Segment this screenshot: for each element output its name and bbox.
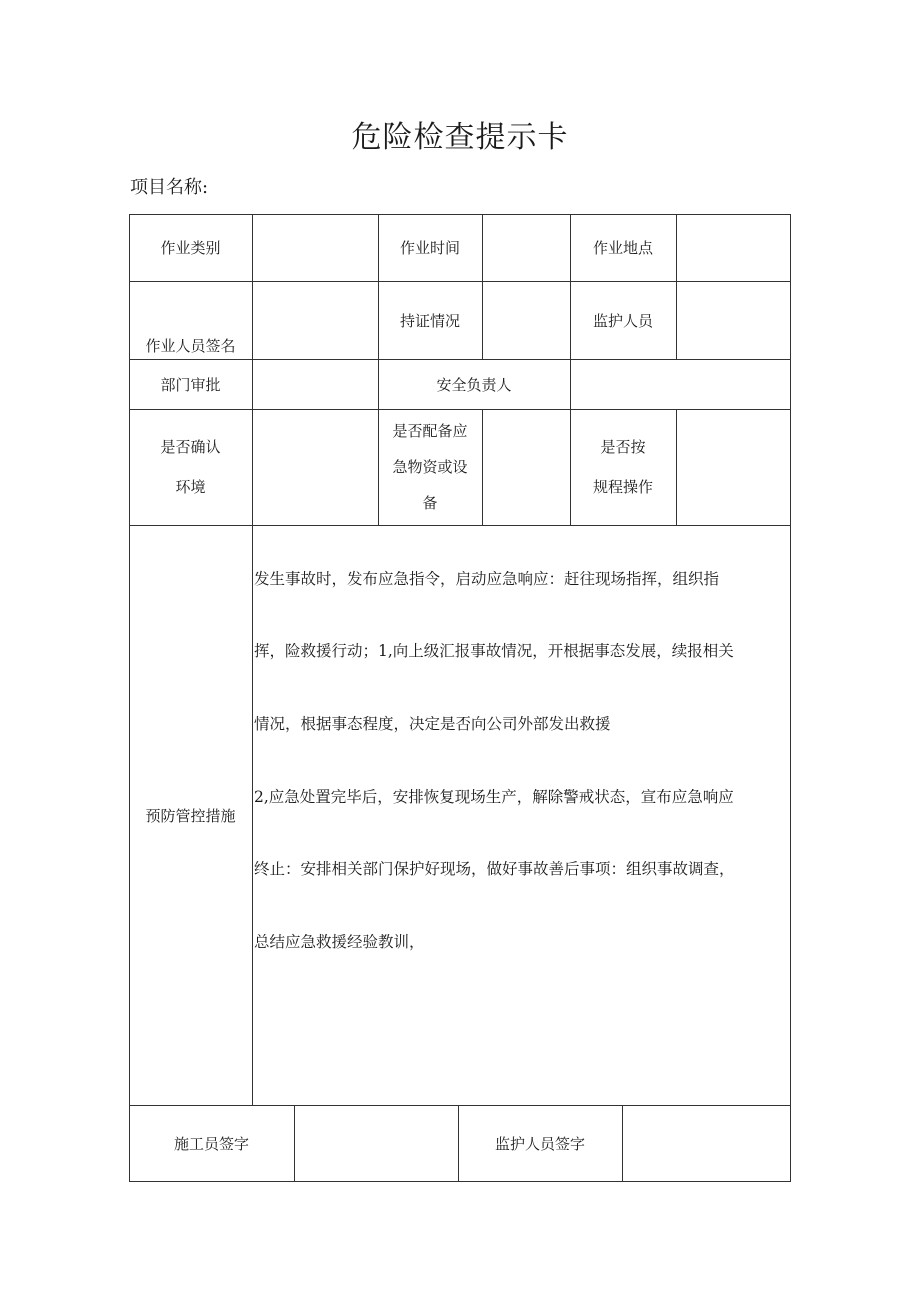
certificate-status-label: 持证情况: [399, 311, 460, 330]
follow-procedure-label: [570, 409, 676, 525]
measures-line: 2,应急处置完毕后，安排恢复现场生产，解除警戒状态，宣布应急响应: [254, 788, 734, 806]
worker-signature-label: 作业人员签名: [145, 337, 236, 355]
emergency-equipment-label: [378, 409, 482, 525]
emergency-equipment-line-3: 备: [422, 494, 438, 512]
constructor-signature-field[interactable]: [295, 1106, 458, 1181]
department-approval-label: 部门审批: [160, 375, 221, 394]
emergency-equipment-line-2: 急物资或设: [392, 458, 468, 476]
follow-procedure-line-1: 是否按: [600, 438, 646, 456]
worker-signature-field[interactable]: [253, 282, 378, 359]
table-border-right: [790, 214, 791, 1182]
confirm-environment-line-1: 是否确认: [160, 438, 221, 456]
supervisor-signature-field[interactable]: [623, 1106, 790, 1181]
supervisor-signature-label: 监护人员签字: [494, 1134, 585, 1153]
work-location-label: 作业地点: [592, 239, 653, 257]
emergency-equipment-field[interactable]: [483, 410, 570, 525]
measures-line: 情况，根据事态程度，决定是否向公司外部发出救援: [254, 715, 611, 733]
safety-officer-label: 安全负责人: [436, 375, 512, 394]
follow-procedure-line-2: 规程操作: [592, 478, 653, 496]
measures-line: 终止：安排相关部门保护好现场，做好事故善后事项：组织事故调查，: [254, 860, 735, 878]
preventive-measures-label: 预防管控措施: [145, 806, 236, 825]
work-category-field[interactable]: [253, 215, 378, 281]
work-category-label: 作业类别: [160, 239, 221, 257]
supervisor-label: 监护人员: [592, 311, 653, 330]
work-time-label: 作业时间: [399, 239, 460, 257]
table-border-bottom: [129, 1181, 791, 1182]
preventive-measures-content: [254, 525, 789, 1105]
follow-procedure-field[interactable]: [677, 410, 790, 525]
safety-officer-field[interactable]: [571, 360, 790, 409]
constructor-signature-label: 施工员签字: [173, 1134, 249, 1153]
emergency-equipment-line-1: 是否配备应: [392, 422, 468, 440]
confirm-environment-label: [129, 409, 252, 525]
certificate-status-field[interactable]: [483, 282, 570, 359]
measures-line: 发生事故时，发布应急指令，启动应急响应：赶往现场指挥，组织指: [254, 570, 720, 588]
project-name-label: 项目名称:: [130, 177, 209, 198]
supervisor-field[interactable]: [677, 282, 790, 359]
work-time-field[interactable]: [483, 215, 570, 281]
measures-line: 总结应急救援经验教训，: [254, 933, 425, 951]
department-approval-field[interactable]: [253, 360, 378, 409]
measures-line: 挥，险救援行动；1,向上级汇报事故情况，开根据事态发展，续报相关: [254, 642, 734, 660]
work-location-field[interactable]: [677, 215, 790, 281]
confirm-environment-line-2: 环境: [175, 478, 206, 496]
confirm-environment-field[interactable]: [253, 410, 378, 525]
page-title: 危险检查提示卡: [351, 120, 569, 155]
